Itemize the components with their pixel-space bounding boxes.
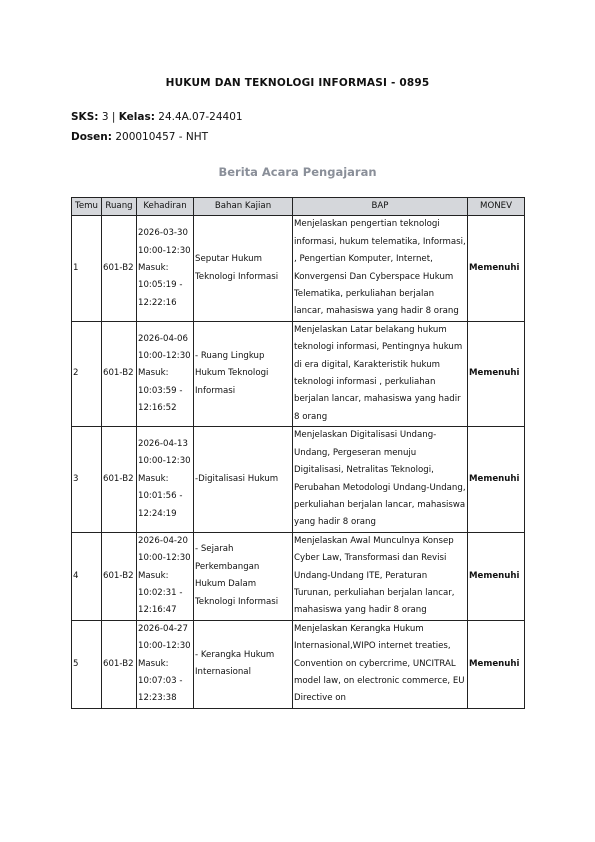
kehadiran-in: 10:03:59 - [138,385,183,396]
course-title: HUKUM DAN TEKNOLOGI INFORMASI - 0895 [165,77,430,89]
lecturer-line [71,131,208,143]
kehadiran-date: 2026-04-27 [138,623,188,634]
kehadiran-date: 2026-04-20 [138,535,188,546]
ruang-cell: 601-B2 [102,321,137,426]
temu-cell: 3 [72,427,102,532]
column-header-kehadiran: Kehadiran [137,198,194,216]
temu-cell: 4 [72,532,102,620]
column-header-bap: BAP [293,198,468,216]
ruang-cell: 601-B2 [102,427,137,532]
ruang-cell: 601-B2 [102,532,137,620]
table-row [72,620,525,708]
kehadiran-in: 10:07:03 - [138,675,183,686]
bahan-kajian-cell: -Digitalisasi Hukum [194,427,293,532]
kelas-label: Kelas: [118,111,155,123]
kehadiran-schedule: 10:00-12:30 [138,245,191,256]
kelas-value: 24.4A.07-24401 [158,111,243,123]
kehadiran-cell [137,620,194,708]
kehadiran-cell [137,216,194,321]
kehadiran-schedule: 10:00-12:30 [138,641,191,652]
monev-cell: Memenuhi [468,216,525,321]
monev-cell: Memenuhi [468,427,525,532]
kehadiran-out: 12:16:47 [138,605,177,616]
kehadiran-label: Masuk: [138,658,169,669]
table-header-row [72,198,525,216]
monev-cell: Memenuhi [468,620,525,708]
kehadiran-label: Masuk: [138,262,169,273]
bahan-kajian-cell: - Kerangka Hukum Internasional [194,620,293,708]
kehadiran-out: 12:24:19 [138,508,177,519]
kehadiran-out: 12:16:52 [138,403,177,414]
table-row [72,532,525,620]
bap-cell: Menjelaskan Kerangka Hukum Internasional,WIPO internet treaties, Convention on cybercrime, UNCITRAL model law, on electronic commerce, EU Directive on [293,620,468,708]
monev-cell: Memenuhi [468,321,525,426]
temu-cell: 1 [72,216,102,321]
kehadiran-in: 10:01:56 - [138,491,183,502]
column-header-bahan-kajian: Bahan Kajian [194,198,293,216]
kehadiran-schedule: 10:00-12:30 [138,456,191,467]
kehadiran-date: 2026-03-30 [138,228,188,239]
sks-label: SKS: [71,111,99,123]
section-title: Berita Acara Pengajaran [218,165,377,179]
bahan-kajian-cell: - Ruang Lingkup Hukum Teknologi Informasi [194,321,293,426]
kehadiran-cell [137,532,194,620]
kehadiran-date: 2026-04-06 [138,333,188,344]
ruang-cell: 601-B2 [102,216,137,321]
kehadiran-schedule: 10:00-12:30 [138,553,191,564]
table-row [72,216,525,321]
bahan-kajian-cell: - Sejarah Perkembangan Hukum Dalam Teknologi Informasi [194,532,293,620]
kehadiran-label: Masuk: [138,368,169,379]
dosen-value: 200010457 - NHT [115,131,209,143]
column-header-monev: MONEV [468,198,525,216]
table-row [72,321,525,426]
bap-cell: Menjelaskan Digitalisasi Undang-Undang, Pergeseran menuju Digitalisasi, Netralitas Teknologi, Perubahan Metodologi Undang-Undang, perkuliahan berjalan lancar, mahasiswa yang hadir 8 orang [293,427,468,532]
teaching-record-table [71,197,525,709]
kehadiran-label: Masuk: [138,570,169,581]
kehadiran-schedule: 10:00-12:30 [138,350,191,361]
course-meta-line [71,111,243,123]
kehadiran-date: 2026-04-13 [138,438,188,449]
table-row [72,427,525,532]
monev-cell: Memenuhi [468,532,525,620]
dosen-label: Dosen: [71,131,112,143]
bahan-kajian-cell: Seputar Hukum Teknologi Informasi [194,216,293,321]
column-header-temu: Temu [72,198,102,216]
kehadiran-out: 12:23:38 [138,693,177,704]
bap-cell: Menjelaskan pengertian teknologi informasi, hukum telematika, Informasi, , Pengertian Komputer, Internet, Konvergensi Dan Cyberspace Hukum Telematika, perkuliahan berjalan lancar, mahasiswa yang hadir 8 orang [293,216,468,321]
meta-separator: | [111,111,116,123]
bap-cell: Menjelaskan Awal Munculnya Konsep Cyber Law, Transformasi dan Revisi Undang-Undang ITE, Peraturan Turunan, perkuliahan berjalan lancar, mahasiswa yang hadir 8 orang [293,532,468,620]
kehadiran-cell [137,427,194,532]
column-header-ruang: Ruang [102,198,137,216]
ruang-cell: 601-B2 [102,620,137,708]
kehadiran-in: 10:05:19 - [138,280,183,291]
sks-value: 3 [101,111,109,123]
kehadiran-out: 12:22:16 [138,297,177,308]
temu-cell: 2 [72,321,102,426]
kehadiran-in: 10:02:31 - [138,587,183,598]
kehadiran-cell [137,321,194,426]
bap-cell: Menjelaskan Latar belakang hukum teknologi informasi, Pentingnya hukum di era digital, Karakteristik hukum teknologi informasi , perkuliahan berjalan lancar, mahasiswa yang hadir 8 orang [293,321,468,426]
temu-cell: 5 [72,620,102,708]
kehadiran-label: Masuk: [138,473,169,484]
